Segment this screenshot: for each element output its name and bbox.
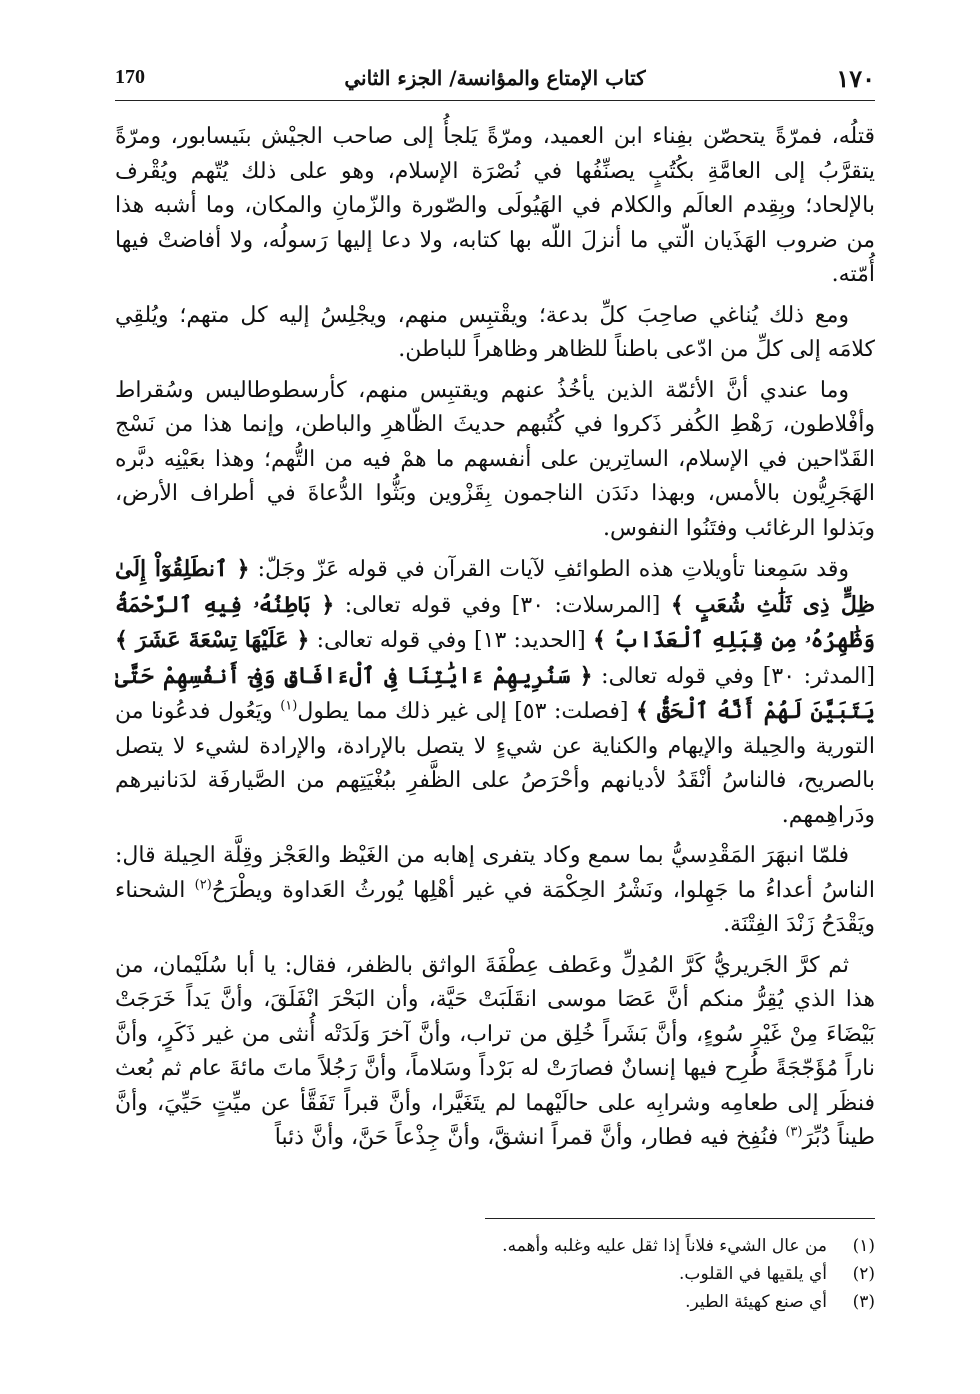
paragraph-text: قتلُه، فمرّةً يتحصّن بفِناء ابن العميد، ومرّةً يَلجأُ إلى صاحب الجيْش بنَيسابور، ومرّةً يتقرَّبُ إلى العامَّةِ بكُتُبٍ يصنِّفُها في نُصْرَة الإسلام، وهو على ذلك يُتّهم ويُقْرف بالإلحاد؛ وبِقِدم العالَم والكلام في الهَيُولَى والصّورة والزّمانِ والمكان، وما أشبه هذا من ضروب الهَذَيان الّتي ما أنزلَ اللّه بها كتابه، ولا دعا إليها رَسولُه، ولا أفاضتْ فيها أُمّته. [115,124,875,287]
paragraph [115,839,875,943]
footnote-reference: (٢) [194,877,212,893]
footnote-text: أي يلقيها في القلوب. [679,1264,827,1284]
quran-verse: ﴿ بَاطِنُهُۥ فِيهِ ٱلرَّحْمَةُ وَظَٰهِرُهُۥ مِن قِبَلِهِ ٱلْعَذَابُ ﴾ [115,591,876,653]
footnote [115,1232,875,1260]
paragraph-text: فنُفِخ فيه فطار، وأنَّ قمراً انشقَّ، وأنَّ جِذْعاً حَنَّ، وأنَّ ذئباً [274,1125,786,1150]
paragraph-text: وما عندي أنَّ الأئمّة الذين يأخُذُ عنهم ويقتبِس منهم، كأرسطوطاليس وسُقراط وأفْلاطون، رَهْطِ الكُفر ذَكروا في كُتُبهم حديثَ الظّاهرِ والباطن، وإنما هذا من نَسْج القَدّاحين في الإسلام، الساتِرين على أنفسهم ما همْ فيه من التُّهم؛ وهذا بعَيْنِه دبَّره الهَجَرِيُّون بالأمس، وبهذا دنَدَن الناجمون بِقَزْوين وبَثُّوا الدُّعاةَ في أطراف الأرض، وبَذلوا الرغائب وفتَنُوا النفوس. [115,377,876,541]
paragraph-text: [فصلت: ٥٣] إلى غير ذلك مما يطول [297,699,636,724]
paragraph-text: الشحناء ويَقْدَحُ زَنْدَ الفِتْنَة. [115,877,875,937]
paragraph-text: ويَعُول فدعُونا من التورية والحِيلة والإيهام والكناية عن شيءٍ لا يتصل بالإرادة، والإرادة لشيء لا يتصل بالصريح، فالناسُ أنْقَدُ لأديانهم وأحْرَصُ على الظَّفرِ ببُغْيَتِهم من الصَّيارفَة لدَنانيرهم ودَراهِمهم. [115,699,875,828]
page-number-latin: 170 [115,66,145,88]
footnote-number: (٣) [852,1292,875,1312]
footnote-rule [485,1218,875,1219]
paragraph-text: [المدثر: ٣٠] وفي قوله تعالى: [592,663,875,689]
paragraph-text: ثم كرَّ الجَريريُّ كَرَّ المُدِلِّ وعَطف عِطْفَةَ الواثق بالظفر، فقال: يا أبا سُلَيْمان، من هذا الذي يُقِرُّ منكم أنَّ عَصَا موسى انقَلَبَتْ حَيَّة، وأن البَحْرَ انْفَلَقَ، وأنَّ يَداً خَرَجَتْ بَيْضَاءَ مِنْ غَيْرِ سُوءٍ، وأنَّ بَشَراً خُلِق من تراب، وأنَّ آخرَ وَلَدَتْه أُنثى من غير ذَكَرٍ، وأنَّ ناراً مُؤَجّجَةً طُرِح فيها إنسانٌ فصارَتْ له بَرْداً وسَلاماً، وأنَّ رَجُلاً ماتَ مائةَ عام ثم بُعث فنظَر إلى طعامِه وشرابِه على حالَيْهما لم يتَغَيَّرا، وأنَّ قبراً تَفَقَّأ عن ميِّتٍ حَيِّيَ، وأنَّ طيناً دُبِّرَ [115,952,875,1150]
quran-verse: ﴿ سَنُرِيهِمْ ءَايَٰتِنَا فِى ٱلْءَافَاقِ وَفِىٓ أَنفُسِهِمْ حَتَّىٰ يَتَبَيَّنَ لَهُمْ أَنَّهُ ٱلْحَقُّ ﴾ [115,662,876,724]
running-title: كتاب الإمتاع والمؤانسة/ الجزء الثاني [344,66,646,90]
paragraph-text: [المرسلات: ٣٠] وفي قوله تعالى: [334,592,671,618]
footnote-number: (٢) [852,1264,875,1284]
paragraph [115,299,875,368]
footnote-text: أي صنع كهيئة الطير. [685,1292,827,1312]
footnote-text: من عال الشيء فلاناً إذا ثقل عليه وغلبه وأهمه. [502,1236,827,1256]
paragraph [115,120,875,293]
paragraph-text: ومع ذلك يُناغي صاحِبَ كلِّ بدعة؛ ويقْتبِس منهم، ويجْلِسُ إليه كل متهم؛ ويُلقِي كلامَه إلى كلِّ من ادّعى باطناً للظاهر وظاهراً للباطن. [115,302,875,362]
paragraph-text: [الحديد: ١٣] وفي قوله تعالى: [309,628,593,653]
paragraph [115,552,875,833]
book-page [115,0,875,1394]
header-rule [115,100,875,101]
paragraph-text: وقد سَمِعنا تأويلاتِ هذه الطوائفِ لآيات القرآن في قوله عَزّ وجَلّ: [249,557,849,582]
footnote-number: (١) [852,1236,875,1256]
footnote-reference: (٣) [785,1124,803,1140]
quran-verse: ﴿ ٱنطَلِقُوٓاْ إِلَىٰ ظِلٍّ ذِى ثَلَٰثِ شُعَبٍ ﴾ [115,556,875,618]
footnote-reference: (١) [280,698,298,714]
paragraph-text: فلمّا انبهَرَ المَقْدِسيُّ بما سمع وكاد يتفرى إهابه من الغَيْظ والعَجْز وقِلَّة الحِيلة قال: الناسُ أعداءُ ما جَهِلوا، ونَشْرُ الحِكْمَة في غير أهْلِها يُورثُ العَداوة ويطْرَحُ [115,843,875,903]
paragraph [115,949,875,1156]
footnote [115,1288,875,1316]
page-number-arabic: ١٧٠ [836,64,875,93]
footnotes [115,1232,875,1316]
quran-verse: ﴿ عَلَيْهَا تِسْعَةَ عَشَرَ ﴾ [115,627,310,653]
footnote [115,1260,875,1288]
page-header [115,60,875,100]
paragraph [115,374,875,547]
body-text [115,120,875,1162]
